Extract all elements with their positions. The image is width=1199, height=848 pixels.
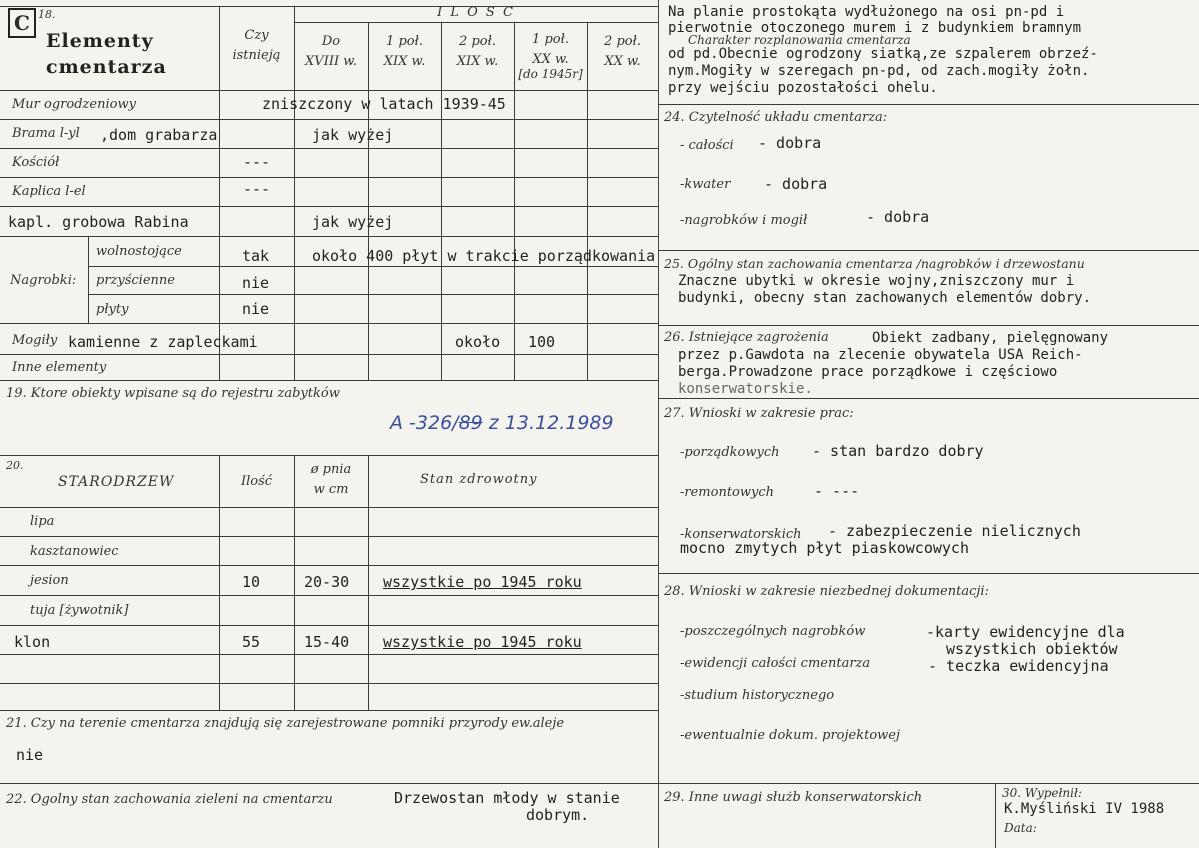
layout-label: Charakter rozplanowania cmentarza xyxy=(688,33,911,47)
col-header: Do xyxy=(321,34,341,49)
mur-value: zniszczony w latach 1939-45 xyxy=(262,95,506,113)
register-date: z 13.12.1989 xyxy=(482,412,614,434)
kosciol-value: --- xyxy=(242,153,271,171)
col-header: XIX w. xyxy=(456,54,499,69)
greenery-condition-value: dobrym. xyxy=(526,806,590,824)
mogily-extra: kamienne z zapleckami xyxy=(68,333,258,351)
layout-description: pierwotnie otoczonego murem i z budynkiem bramnym xyxy=(668,20,1082,36)
tree-name: tuja [żywotnik] xyxy=(30,603,129,618)
rule xyxy=(0,783,658,784)
nagrobki-wolnostojace-ilosc: około 400 płyt w trakcie porządkowania xyxy=(312,247,656,265)
ilosc-header: I L O S C xyxy=(437,5,515,20)
readability-row-label: -kwater xyxy=(680,177,731,192)
rule xyxy=(0,236,658,237)
work-remontowe-label: -remontowych xyxy=(680,485,775,500)
col-header: 1 poł. xyxy=(532,32,569,47)
tree-ilosc: 10 xyxy=(242,573,261,591)
rule xyxy=(0,90,658,91)
rule xyxy=(995,783,996,848)
rule xyxy=(0,710,658,711)
work-konserwatorskie-value: - zabezpieczenie nielicznych xyxy=(828,522,1081,540)
rule xyxy=(0,206,658,207)
other-remarks-label: 29. Inne uwagi służb konserwatorskich xyxy=(664,790,923,805)
work-remontowe-value: - --- xyxy=(814,482,860,500)
doc-nagrobki-label: -poszczególnych nagrobków xyxy=(680,624,866,639)
greenery-condition-label: 22. Ogolny stan zachowania zieleni na cmentarzu xyxy=(6,792,333,807)
readability-row-label: -nagrobków i mogił xyxy=(680,213,808,228)
rule xyxy=(219,455,220,710)
col-header: 2 poł. xyxy=(604,34,641,49)
work-porzadkowe-value: - stan bardzo dobry xyxy=(812,442,984,460)
trees-col-fi: w cm xyxy=(313,482,349,497)
elements-title-line1: Elementy xyxy=(46,30,154,52)
overall-condition-value: Znaczne ubytki w okresie wojny,zniszczony mur i xyxy=(678,273,1075,289)
trees-col-stan: Stan zdrowotny xyxy=(420,472,538,487)
nagrobki-wolnostojace-value: tak xyxy=(242,247,270,265)
rule xyxy=(0,148,658,149)
nagrobki-przyscienne-value: nie xyxy=(242,274,270,292)
col-header: XX w. xyxy=(604,54,641,69)
nagrobki-label: Nagrobki: xyxy=(10,273,77,288)
rule xyxy=(88,266,658,267)
readability-label: 24. Czytelność układu cmentarza: xyxy=(664,110,888,125)
elements-title-line2: cmentarza xyxy=(46,56,167,78)
greenery-condition-value: Drzewostan młody w stanie xyxy=(394,789,620,807)
trees-section-number: 20. xyxy=(6,459,24,472)
rule xyxy=(0,536,658,537)
register-number: A -326/ xyxy=(390,412,459,434)
mogily-count: 100 xyxy=(528,333,556,351)
czy-istnieja-label: istnieją xyxy=(232,48,281,63)
rule xyxy=(368,455,369,710)
overall-condition-value: budynki, obecny stan zachowanych elementów dobry. xyxy=(678,290,1092,306)
natural-monuments-question: 21. Czy na terenie cmentarza znajdują się zarejestrowane pomniki przyrody ew.aleje xyxy=(6,716,565,731)
rule xyxy=(441,22,442,380)
inne-elementy-label: Inne elementy xyxy=(12,360,107,375)
rule xyxy=(0,177,658,178)
brama-extra: ,dom grabarza xyxy=(100,126,218,144)
filled-by-label: 30. Wypełnił: xyxy=(1002,786,1082,800)
tree-fi: 20-30 xyxy=(304,573,350,591)
register-struck-year: 89 xyxy=(458,412,483,434)
tree-stan: wszystkie po 1945 roku xyxy=(383,633,582,651)
rule xyxy=(658,104,1199,105)
layout-description: Na planie prostokąta wydłużonego na osi pn-pd i xyxy=(668,4,1065,20)
register-question: 19. Ktore obiekty wpisane są do rejestru zabytków xyxy=(6,386,340,401)
tree-name: kasztanowiec xyxy=(30,544,119,559)
register-entry xyxy=(390,412,614,434)
mogily-label: Mogiły xyxy=(12,333,58,348)
rule xyxy=(0,119,658,120)
nagrobki-plyty-value: nie xyxy=(242,300,270,318)
mur-label: Mur ogrodzeniowy xyxy=(12,97,136,112)
rule xyxy=(0,380,658,381)
col-header: XX w. xyxy=(532,52,569,67)
trees-col-fi: ø pnia xyxy=(310,462,352,477)
nagrobki-wolnostojace-label: wolnostojące xyxy=(96,244,182,259)
rule xyxy=(658,398,1199,399)
col-header: XVIII w. xyxy=(305,54,357,69)
rule xyxy=(658,783,1199,784)
doc-projekt-label: -ewentualnie dokum. projektowej xyxy=(680,728,900,743)
rule xyxy=(88,294,658,295)
threats-value: Obiekt zadbany, pielęgnowany xyxy=(872,330,1109,346)
doc-nagrobki-value: wszystkich obiektów xyxy=(946,640,1118,658)
layout-description: nym.Mogiły w szeregach pn-pd, od zach.mogiły żołn. xyxy=(668,63,1090,79)
filled-by-value: K.Myśliński IV 1988 xyxy=(1004,801,1165,817)
overall-condition-label: 25. Ogólny stan zachowania cmentarza /nagrobków i drzewostanu xyxy=(664,256,1085,271)
rule xyxy=(0,654,658,655)
tree-fi: 15-40 xyxy=(304,633,350,651)
kaplica-rabina-value: jak wyżej xyxy=(312,213,394,231)
rule xyxy=(658,325,1199,326)
rule xyxy=(658,573,1199,574)
work-conclusions-label: 27. Wnioski w zakresie prac: xyxy=(664,406,854,421)
rule xyxy=(0,455,658,456)
rule xyxy=(0,507,658,508)
rule xyxy=(0,323,658,324)
readability-row-value: - dobra xyxy=(758,134,822,152)
work-konserwatorskie-label: -konserwatorskich xyxy=(680,527,802,542)
kosciol-label: Kościół xyxy=(12,155,60,170)
center-divider xyxy=(658,0,659,848)
layout-description: od pd.Obecnie ogrodzony siatką,ze szpalerem obrzeź- xyxy=(668,46,1098,62)
threats-value: przez p.Gawdota na zlecenie obywatela USA Reich- xyxy=(678,347,1083,363)
kaplica-value: --- xyxy=(242,180,271,198)
czy-istnieja-label: Czy xyxy=(244,28,269,43)
tree-name: jesion xyxy=(30,573,69,588)
mogily-okolo: około xyxy=(455,333,501,351)
rule xyxy=(0,565,658,566)
rule xyxy=(368,22,369,380)
tree-ilosc: 55 xyxy=(242,633,261,651)
tree-name: lipa xyxy=(30,514,55,529)
documentation-label: 28. Wnioski w zakresie niezbednej dokumentacji: xyxy=(664,584,989,599)
brama-value: jak wyżej xyxy=(312,126,394,144)
threats-value: berga.Prowadzone prace porządkowe i częściowo xyxy=(678,364,1058,380)
section-number: 18. xyxy=(38,8,56,21)
rule xyxy=(0,595,658,596)
layout-description: przy wejściu pozostałości ohelu. xyxy=(668,80,938,96)
kaplica-rabina-label: kapl. grobowa Rabina xyxy=(8,213,189,231)
nagrobki-plyty-label: płyty xyxy=(96,302,129,317)
work-porzadkowe-label: -porządkowych xyxy=(680,445,780,460)
threats-value: konserwatorskie. xyxy=(678,381,813,397)
readability-row-label: - całości xyxy=(680,138,734,153)
rule xyxy=(658,250,1199,251)
col-header: XIX w. xyxy=(383,54,426,69)
brama-label: Brama l-yl xyxy=(12,126,80,141)
col-header: 2 poł. xyxy=(459,34,496,49)
rule xyxy=(0,625,658,626)
col-header: 1 poł. xyxy=(386,34,423,49)
doc-ewidencja-label: -ewidencji całości cmentarza xyxy=(680,656,871,671)
rule xyxy=(587,22,588,380)
threats-label: 26. Istniejące zagrożenia xyxy=(664,330,829,345)
rule xyxy=(294,22,658,23)
doc-nagrobki-value: -karty ewidencyjne dla xyxy=(926,623,1125,641)
tree-stan: wszystkie po 1945 roku xyxy=(383,573,582,591)
section-badge: C xyxy=(8,8,36,38)
date-label: Data: xyxy=(1004,821,1037,835)
doc-ewidencja-value: - teczka ewidencyjna xyxy=(928,657,1109,675)
natural-monuments-answer: nie xyxy=(16,746,44,764)
readability-row-value: - dobra xyxy=(764,175,828,193)
tree-name: klon xyxy=(14,633,51,651)
col-header: [do 1945r] xyxy=(518,67,583,81)
trees-col-ilosc: Ilość xyxy=(240,474,273,489)
doc-historia-label: -studium historycznego xyxy=(680,688,835,703)
rule xyxy=(0,683,658,684)
trees-title: STARODRZEW xyxy=(58,474,175,490)
kaplica-label: Kaplica l-el xyxy=(12,184,86,199)
readability-row-value: - dobra xyxy=(866,208,930,226)
rule xyxy=(88,236,89,323)
nagrobki-przyscienne-label: przyścienne xyxy=(96,273,175,288)
work-konserwatorskie-value: mocno zmytych płyt piaskowcowych xyxy=(680,539,969,557)
rule xyxy=(0,354,658,355)
